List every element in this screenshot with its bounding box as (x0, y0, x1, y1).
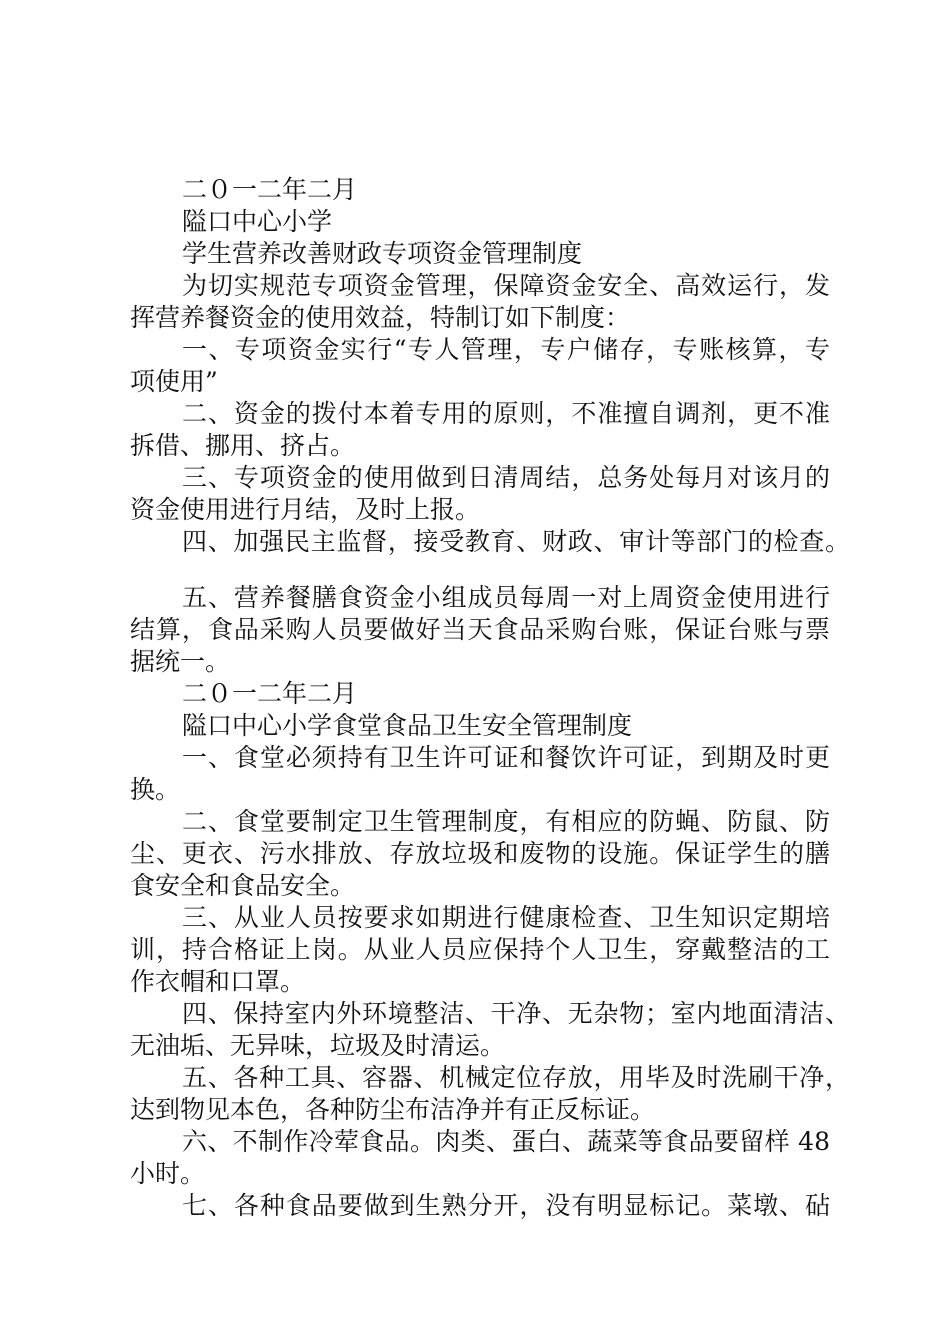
paragraph-line: 食安全和食品安全。 (130, 871, 356, 900)
paragraph-line: 据统一。 (130, 647, 231, 676)
paragraph-line: 六、不制作冷荤食品。肉类、蛋白、蔬菜等食品要留样 48 (182, 1127, 830, 1156)
paragraph-line: 拆借、挪用、挤占。 (130, 431, 356, 460)
date-line: 二０一二年二月 (182, 175, 358, 204)
paragraph-line: 三、从业人员按要求如期进行健康检查、卫生知识定期培 (182, 903, 830, 932)
section-title: 隘口中心小学食堂食品卫生安全管理制度 (182, 711, 633, 740)
paragraph-line: 无油垢、无异味，垃圾及时清运。 (130, 1031, 506, 1060)
paragraph-line: 训，持合格证上岗。从业人员应保持个人卫生，穿戴整洁的工 (130, 935, 830, 964)
school-name: 隘口中心小学 (182, 207, 333, 236)
paragraph-line: 七、各种食品要做到生熟分开，没有明显标记。菜墩、砧 (182, 1191, 830, 1220)
paragraph-line: 四、保持室内外环境整洁、干净、无杂物；室内地面清洁、 (182, 999, 850, 1028)
paragraph-line: 为切实规范专项资金管理，保障资金安全、高效运行，发 (182, 271, 830, 300)
paragraph-line: 达到物见本色，各种防尘布洁净并有正反标证。 (130, 1095, 656, 1124)
paragraph-line: 五、营养餐膳食资金小组成员每周一对上周资金使用进行 (182, 583, 830, 612)
date-line: 二０一二年二月 (182, 679, 358, 708)
section-title: 学生营养改善财政专项资金管理制度 (182, 239, 583, 268)
paragraph-line: 资金使用进行月结，及时上报。 (130, 495, 481, 524)
paragraph-line: 五、各种工具、容器、机械定位存放，用毕及时洗刷干净， (182, 1063, 850, 1092)
paragraph-line: 二、食堂要制定卫生管理制度，有相应的防蝇、防鼠、防 (182, 807, 830, 836)
paragraph-line: 挥营养餐资金的使用效益，特制订如下制度： (130, 303, 631, 332)
paragraph-line: 一、专项资金实行“专人管理，专户储存，专账核算，专 (182, 335, 830, 364)
paragraph-line: 尘、更衣、污水排放、存放垃圾和废物的设施。保证学生的膳 (130, 839, 830, 868)
paragraph-line: 换。 (130, 775, 181, 804)
paragraph-line: 二、资金的拨付本着专用的原则，不准擅自调剂，更不准 (182, 399, 830, 428)
paragraph-line: 结算，食品采购人员要做好当天食品采购台账，保证台账与票 (130, 615, 830, 644)
paragraph-line: 项使用” (130, 367, 218, 396)
paragraph-line: 作衣帽和口罩。 (130, 967, 306, 996)
paragraph-line: 一、食堂必须持有卫生许可证和餐饮许可证，到期及时更 (182, 743, 830, 772)
paragraph-line: 小时。 (130, 1159, 206, 1188)
paragraph-line: 三、专项资金的使用做到日清周结，总务处每月对该月的 (182, 463, 830, 492)
paragraph-line: 四、加强民主监督，接受教育、财政、审计等部门的检查。 (182, 527, 850, 556)
